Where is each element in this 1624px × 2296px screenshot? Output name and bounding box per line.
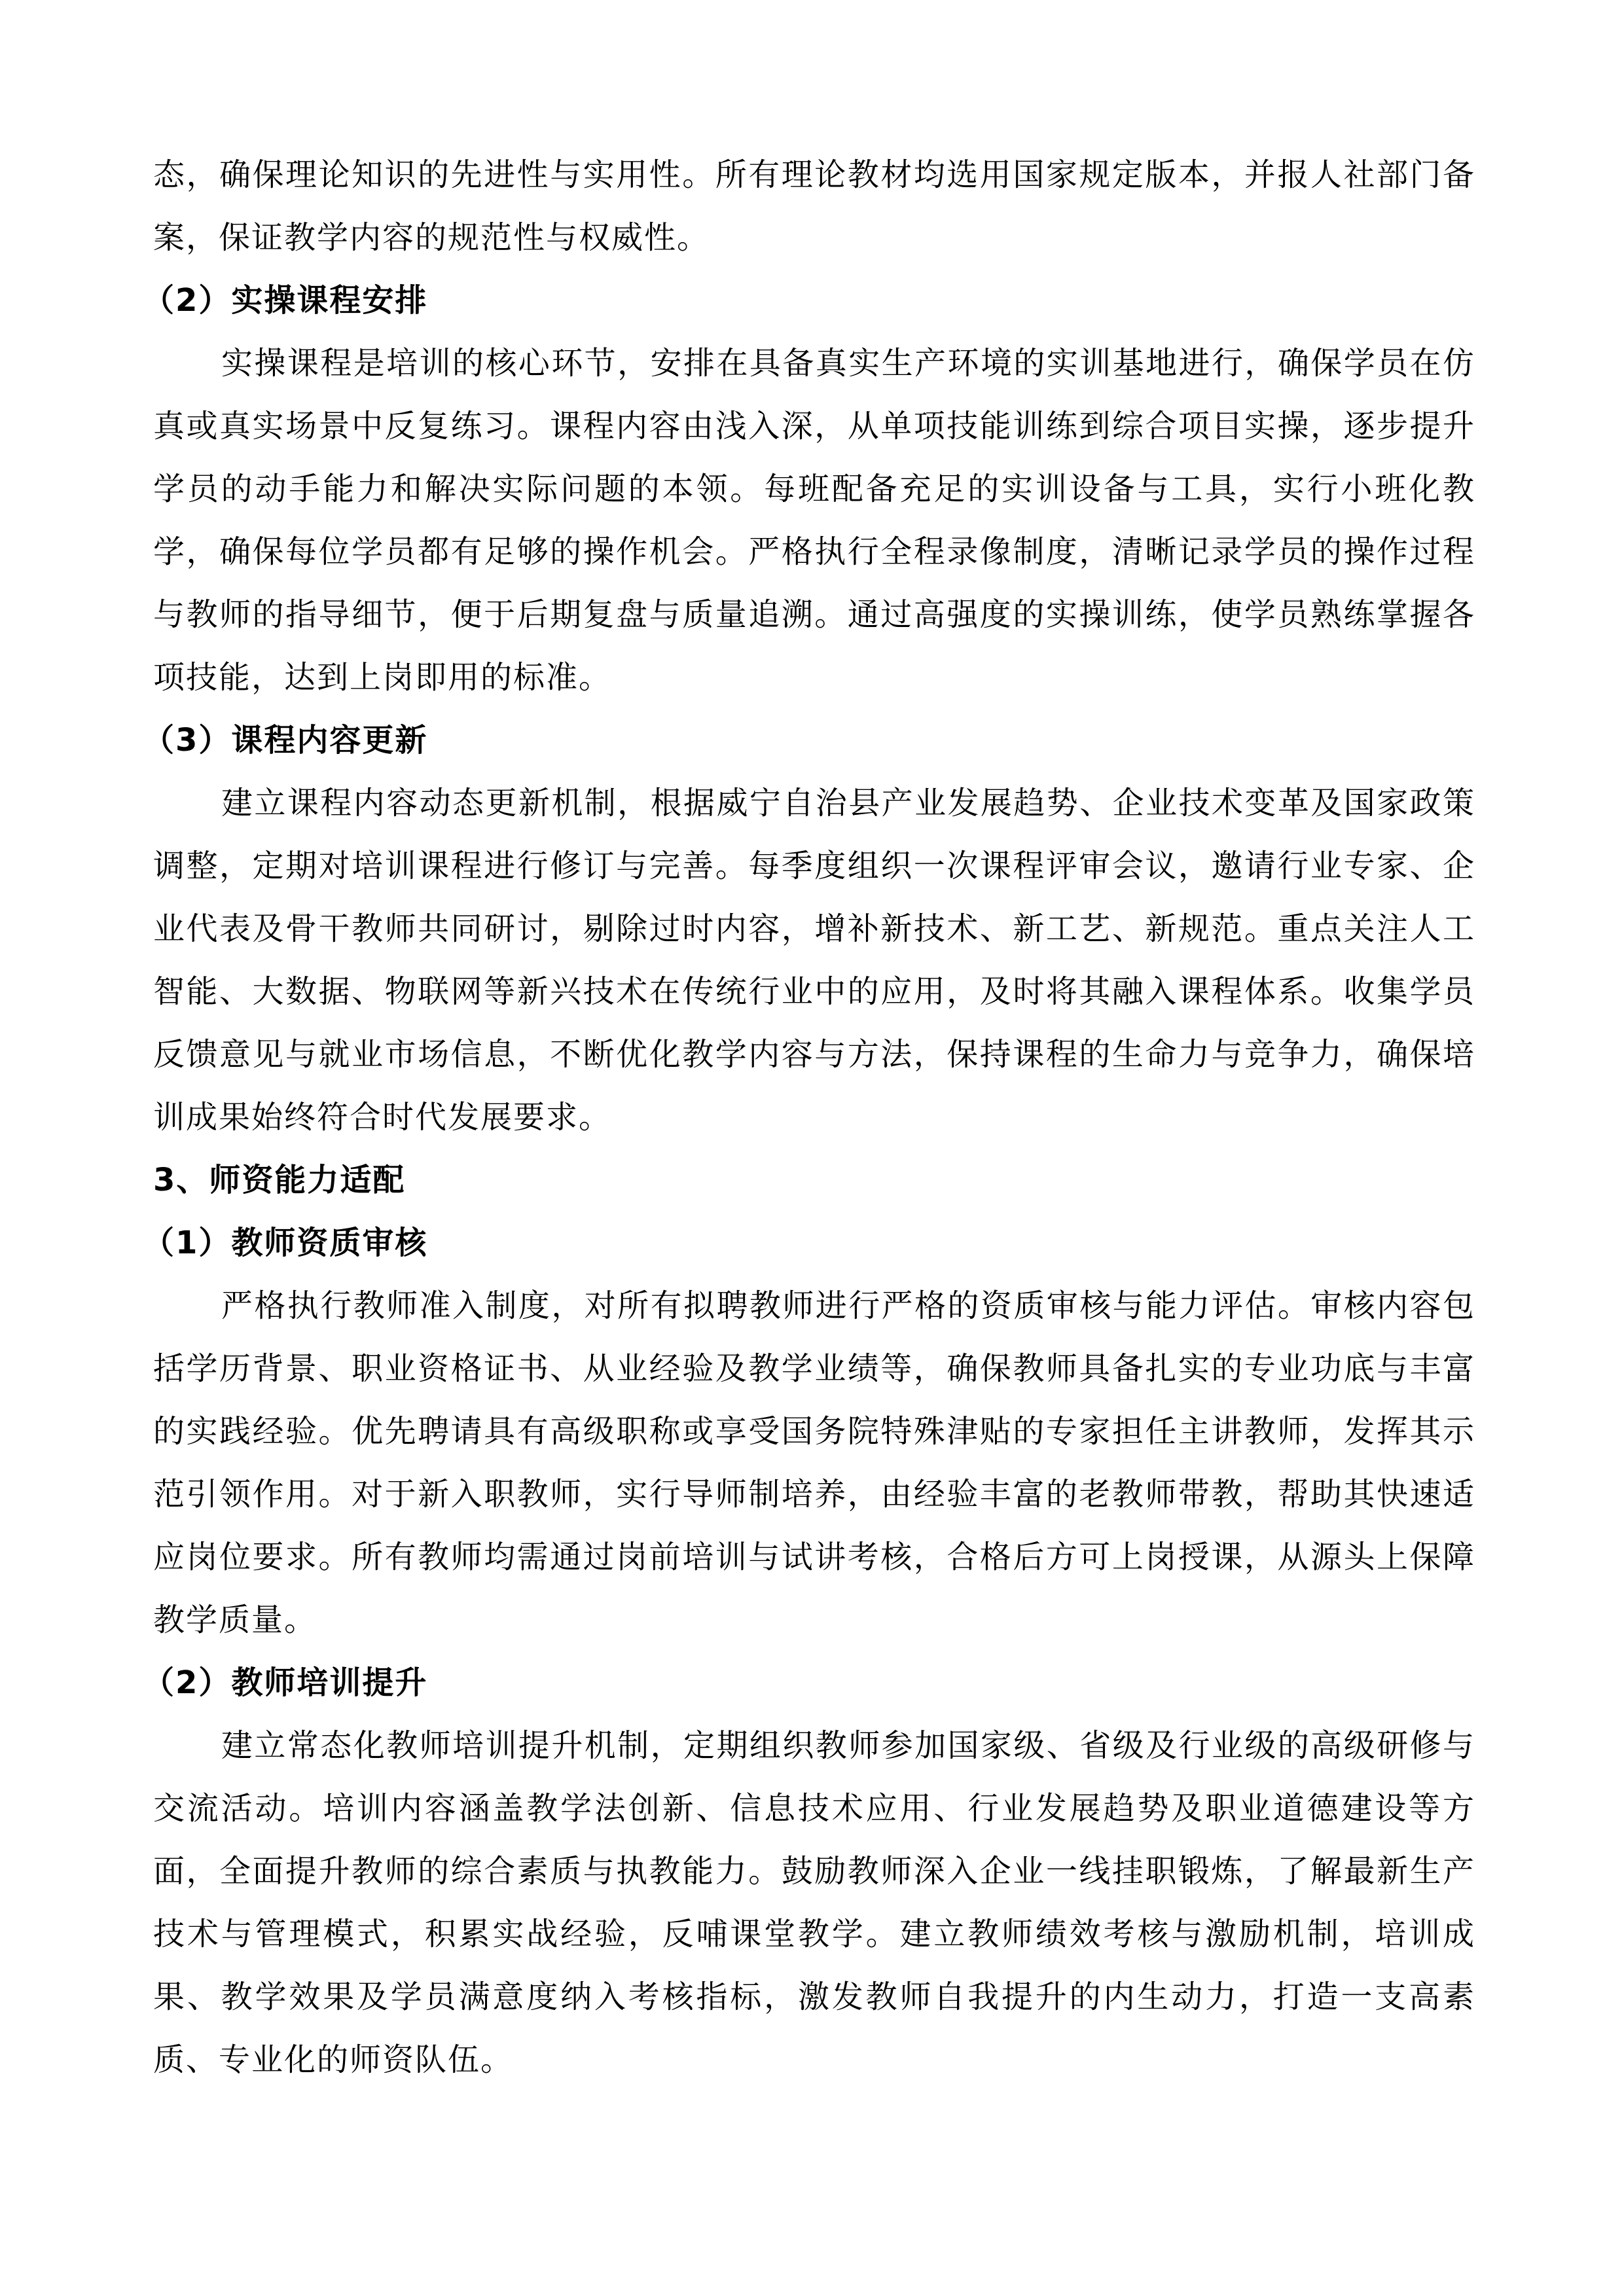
document-body [143, 143, 1475, 2091]
subheading-practical-course-arrangement: （2）实操课程安排 [143, 282, 428, 319]
subheading-course-content-update: （3）课程内容更新 [143, 722, 428, 759]
paragraph-course-update: 建立课程内容动态更新机制，根据威宁自治县产业发展趋势、企业技术变革及国家政策调整，定期对培训课程进行修订与完善。每季度组织一次课程评审会议，邀请行业专家、企业代表及骨干教师共同研讨，剔除过时内容，增补新技术、新工艺、新规范。重点关注人工智能、大数据、物联网等新兴技术在传统行业中的应用，及时将其融入课程体系。收集学员反馈意见与就业市场信息，不断优化教学内容与方法，保持课程的生命力与竞争力，确保培训成果始终符合时代发展要求。 [153, 785, 1475, 1136]
paragraph-teacher-training: 建立常态化教师培训提升机制，定期组织教师参加国家级、省级及行业级的高级研修与交流活动。培训内容涵盖教学法创新、信息技术应用、行业发展趋势及职业道德建设等方面，全面提升教师的综合素质与执教能力。鼓励教师深入企业一线挂职锻炼，了解最新生产技术与管理模式，积累实战经验，反哺课堂教学。建立教师绩效考核与激励机制，培训成果、教学效果及学员满意度纳入考核指标，激发教师自我提升的内生动力，打造一支高素质、专业化的师资队伍。 [153, 1727, 1475, 2078]
subheading-teacher-training-improvement: （2）教师培训提升 [143, 1664, 428, 1701]
paragraph-practical-course: 实操课程是培训的核心环节，安排在具备真实生产环境的实训基地进行，确保学员在仿真或真实场景中反复练习。课程内容由浅入深，从单项技能训练到综合项目实操，逐步提升学员的动手能力和解决实际问题的本领。每班配备充足的实训设备与工具，实行小班化教学，确保每位学员都有足够的操作机会。严格执行全程录像制度，清晰记录学员的操作过程与教师的指导细节，便于后期复盘与质量追溯。通过高强度的实操训练，使学员熟练掌握各项技能，达到上岗即用的标准。 [153, 345, 1475, 696]
section-heading-teacher-capability: 3、师资能力适配 [153, 1162, 406, 1198]
subheading-teacher-qualification-review: （1）教师资质审核 [143, 1225, 428, 1261]
paragraph-continued-theory-materials: 态，确保理论知识的先进性与实用性。所有理论教材均选用国家规定版本，并报人社部门备案，保证教学内容的规范性与权威性。 [153, 156, 1475, 256]
paragraph-teacher-qualification: 严格执行教师准入制度，对所有拟聘教师进行严格的资质审核与能力评估。审核内容包括学历背景、职业资格证书、从业经验及教学业绩等，确保教师具备扎实的专业功底与丰富的实践经验。优先聘请具有高级职称或享受国务院特殊津贴的专家担任主讲教师，发挥其示范引领作用。对于新入职教师，实行导师制培养，由经验丰富的老教师带教，帮助其快速适应岗位要求。所有教师均需通过岗前培训与试讲考核，合格后方可上岗授课，从源头上保障教学质量。 [153, 1287, 1475, 1638]
